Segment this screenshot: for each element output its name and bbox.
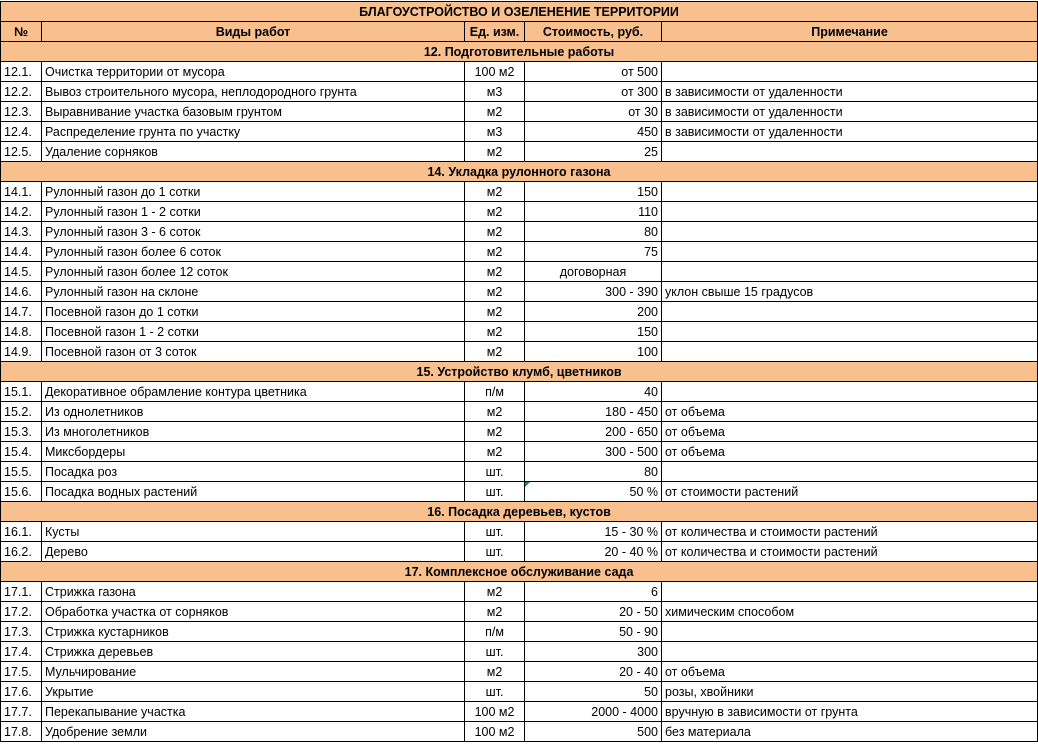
- row-price: от 300: [525, 82, 662, 102]
- row-number: 17.6.: [1, 682, 42, 702]
- column-header-row: [1, 22, 1038, 42]
- table-row: [1, 602, 1038, 622]
- price-table: [0, 1, 1038, 742]
- section-title: 16. Посадка деревьев, кустов: [1, 502, 1038, 522]
- table-row: [1, 402, 1038, 422]
- table-row: [1, 702, 1038, 722]
- section-row: [1, 42, 1038, 62]
- row-price: 180 - 450: [525, 402, 662, 422]
- row-work: Распределение грунта по участку: [42, 122, 465, 142]
- row-number: 15.6.: [1, 482, 42, 502]
- section-title: 17. Комплексное обслуживание сада: [1, 562, 1038, 582]
- row-price: 300 - 390: [525, 282, 662, 302]
- row-unit: м2: [465, 182, 525, 202]
- column-header-note: Примечание: [662, 22, 1038, 42]
- row-unit: 100 м2: [465, 722, 525, 742]
- row-price: 450: [525, 122, 662, 142]
- row-note: [662, 382, 1038, 402]
- row-number: 12.4.: [1, 122, 42, 142]
- column-header-price: Стоимость, руб.: [525, 22, 662, 42]
- row-price: 150: [525, 322, 662, 342]
- row-price: 200: [525, 302, 662, 322]
- row-unit: м2: [465, 342, 525, 362]
- row-work: Посадка водных растений: [42, 482, 465, 502]
- row-price: 20 - 40: [525, 662, 662, 682]
- row-note: [662, 322, 1038, 342]
- row-number: 12.2.: [1, 82, 42, 102]
- row-number: 17.8.: [1, 722, 42, 742]
- row-unit: м3: [465, 122, 525, 142]
- row-work: Рулонный газон 1 - 2 сотки: [42, 202, 465, 222]
- row-number: 16.2.: [1, 542, 42, 562]
- row-unit: м2: [465, 202, 525, 222]
- row-note: [662, 622, 1038, 642]
- table-row: [1, 102, 1038, 122]
- row-unit: м3: [465, 82, 525, 102]
- table-row: [1, 202, 1038, 222]
- row-note: розы, хвойники: [662, 682, 1038, 702]
- row-price: 150: [525, 182, 662, 202]
- row-unit: м2: [465, 222, 525, 242]
- row-note: [662, 642, 1038, 662]
- row-note: от объема: [662, 422, 1038, 442]
- row-work: Миксбордеры: [42, 442, 465, 462]
- row-note: от количества и стоимости растений: [662, 542, 1038, 562]
- row-price: 80: [525, 462, 662, 482]
- row-unit: м2: [465, 662, 525, 682]
- table-row: [1, 342, 1038, 362]
- row-number: 14.5.: [1, 262, 42, 282]
- row-number: 14.1.: [1, 182, 42, 202]
- row-work: Мульчирование: [42, 662, 465, 682]
- row-price: от 500: [525, 62, 662, 82]
- row-work: Посевной газон от 3 соток: [42, 342, 465, 362]
- row-note: в зависимости от удаленности: [662, 102, 1038, 122]
- row-unit: шт.: [465, 462, 525, 482]
- section-row: [1, 502, 1038, 522]
- row-work: Рулонный газон более 6 соток: [42, 242, 465, 262]
- row-work: Обработка участка от сорняков: [42, 602, 465, 622]
- row-price: 20 - 40 %: [525, 542, 662, 562]
- row-unit: шт.: [465, 682, 525, 702]
- row-work: Очистка территории от мусора: [42, 62, 465, 82]
- row-note: без материала: [662, 722, 1038, 742]
- row-number: 16.1.: [1, 522, 42, 542]
- row-note: [662, 582, 1038, 602]
- row-number: 15.3.: [1, 422, 42, 442]
- row-unit: м2: [465, 322, 525, 342]
- row-price: 40: [525, 382, 662, 402]
- table-row: [1, 182, 1038, 202]
- row-unit: 100 м2: [465, 702, 525, 722]
- row-note: уклон свыше 15 градусов: [662, 282, 1038, 302]
- table-row: [1, 682, 1038, 702]
- row-unit: м2: [465, 602, 525, 622]
- row-work: Стрижка кустарников: [42, 622, 465, 642]
- row-price: от 30: [525, 102, 662, 122]
- row-number: 14.9.: [1, 342, 42, 362]
- table-row: [1, 642, 1038, 662]
- row-price: договорная: [525, 262, 662, 282]
- table-row: [1, 622, 1038, 642]
- row-work: Удаление сорняков: [42, 142, 465, 162]
- row-work: Стрижка деревьев: [42, 642, 465, 662]
- row-number: 12.3.: [1, 102, 42, 122]
- table-body: [1, 42, 1038, 742]
- table-row: [1, 242, 1038, 262]
- section-title: 12. Подготовительные работы: [1, 42, 1038, 62]
- row-note: [662, 202, 1038, 222]
- row-number: 15.4.: [1, 442, 42, 462]
- row-note: [662, 222, 1038, 242]
- row-price: 300: [525, 642, 662, 662]
- table-row: [1, 442, 1038, 462]
- row-price: 50: [525, 682, 662, 702]
- section-row: [1, 362, 1038, 382]
- row-work: Перекапывание участка: [42, 702, 465, 722]
- section-title: 14. Укладка рулонного газона: [1, 162, 1038, 182]
- row-work: Вывоз строительного мусора, неплодородного грунта: [42, 82, 465, 102]
- row-number: 14.3.: [1, 222, 42, 242]
- row-unit: м2: [465, 582, 525, 602]
- row-work: Выравнивание участка базовым грунтом: [42, 102, 465, 122]
- row-note: от объема: [662, 662, 1038, 682]
- table-row: [1, 142, 1038, 162]
- table-row: [1, 82, 1038, 102]
- row-unit: м2: [465, 402, 525, 422]
- row-unit: м2: [465, 142, 525, 162]
- row-unit: м2: [465, 102, 525, 122]
- row-unit: шт.: [465, 642, 525, 662]
- row-note: [662, 242, 1038, 262]
- row-unit: п/м: [465, 382, 525, 402]
- row-number: 17.3.: [1, 622, 42, 642]
- row-price: 6: [525, 582, 662, 602]
- row-price: 20 - 50: [525, 602, 662, 622]
- row-work: Рулонный газон до 1 сотки: [42, 182, 465, 202]
- row-price: 50 %: [525, 482, 662, 502]
- row-number: 12.5.: [1, 142, 42, 162]
- row-work: Декоративное обрамление контура цветника: [42, 382, 465, 402]
- row-unit: м2: [465, 422, 525, 442]
- row-number: 17.7.: [1, 702, 42, 722]
- row-work: Из однолетников: [42, 402, 465, 422]
- row-unit: шт.: [465, 542, 525, 562]
- table-row: [1, 482, 1038, 502]
- row-number: 14.7.: [1, 302, 42, 322]
- table-row: [1, 382, 1038, 402]
- row-number: 12.1.: [1, 62, 42, 82]
- table-row: [1, 542, 1038, 562]
- row-note: от объема: [662, 442, 1038, 462]
- row-price: 2000 - 4000: [525, 702, 662, 722]
- row-price: 15 - 30 %: [525, 522, 662, 542]
- row-work: Стрижка газона: [42, 582, 465, 602]
- row-number: 15.2.: [1, 402, 42, 422]
- table-row: [1, 282, 1038, 302]
- section-title: 15. Устройство клумб, цветников: [1, 362, 1038, 382]
- table-row: [1, 302, 1038, 322]
- row-work: Укрытие: [42, 682, 465, 702]
- row-price: 50 - 90: [525, 622, 662, 642]
- row-price: 80: [525, 222, 662, 242]
- row-work: Удобрение земли: [42, 722, 465, 742]
- row-note: [662, 142, 1038, 162]
- row-work: Рулонный газон более 12 соток: [42, 262, 465, 282]
- row-number: 14.2.: [1, 202, 42, 222]
- row-unit: м2: [465, 302, 525, 322]
- table-row: [1, 662, 1038, 682]
- table-row: [1, 582, 1038, 602]
- row-unit: м2: [465, 282, 525, 302]
- column-header-num: №: [1, 22, 42, 42]
- row-number: 14.4.: [1, 242, 42, 262]
- table-row: [1, 262, 1038, 282]
- row-number: 17.2.: [1, 602, 42, 622]
- row-unit: шт.: [465, 482, 525, 502]
- row-unit: шт.: [465, 522, 525, 542]
- row-note: [662, 262, 1038, 282]
- row-note: от количества и стоимости растений: [662, 522, 1038, 542]
- column-header-unit: Ед. изм.: [465, 22, 525, 42]
- row-number: 15.1.: [1, 382, 42, 402]
- row-note: [662, 342, 1038, 362]
- section-row: [1, 562, 1038, 582]
- table-title-row: [1, 2, 1038, 22]
- section-row: [1, 162, 1038, 182]
- row-number: 14.8.: [1, 322, 42, 342]
- row-unit: м2: [465, 442, 525, 462]
- row-work: Дерево: [42, 542, 465, 562]
- table-row: [1, 62, 1038, 82]
- row-number: 17.5.: [1, 662, 42, 682]
- row-price: 25: [525, 142, 662, 162]
- row-number: 15.5.: [1, 462, 42, 482]
- row-work: Посадка роз: [42, 462, 465, 482]
- row-number: 14.6.: [1, 282, 42, 302]
- row-note: [662, 62, 1038, 82]
- table-row: [1, 722, 1038, 742]
- row-work: Рулонный газон на склоне: [42, 282, 465, 302]
- table-row: [1, 122, 1038, 142]
- row-work: Посевной газон 1 - 2 сотки: [42, 322, 465, 342]
- row-number: 17.4.: [1, 642, 42, 662]
- row-price: 200 - 650: [525, 422, 662, 442]
- row-note: вручную в зависимости от грунта: [662, 702, 1038, 722]
- row-work: Посевной газон до 1 сотки: [42, 302, 465, 322]
- row-note: [662, 182, 1038, 202]
- row-unit: п/м: [465, 622, 525, 642]
- row-note: химическим способом: [662, 602, 1038, 622]
- row-number: 17.1.: [1, 582, 42, 602]
- row-price: 110: [525, 202, 662, 222]
- row-price: 500: [525, 722, 662, 742]
- row-work: Из многолетников: [42, 422, 465, 442]
- row-work: Кусты: [42, 522, 465, 542]
- table-row: [1, 322, 1038, 342]
- row-work: Рулонный газон 3 - 6 соток: [42, 222, 465, 242]
- row-price: 75: [525, 242, 662, 262]
- table-row: [1, 422, 1038, 442]
- table-row: [1, 522, 1038, 542]
- table-row: [1, 462, 1038, 482]
- row-note: от стоимости растений: [662, 482, 1038, 502]
- row-note: [662, 302, 1038, 322]
- row-unit: м2: [465, 242, 525, 262]
- row-note: в зависимости от удаленности: [662, 82, 1038, 102]
- row-unit: 100 м2: [465, 62, 525, 82]
- row-unit: м2: [465, 262, 525, 282]
- table-title: БЛАГОУСТРОЙСТВО И ОЗЕЛЕНЕНИЕ ТЕРРИТОРИИ: [1, 2, 1038, 22]
- row-price: 100: [525, 342, 662, 362]
- row-note: в зависимости от удаленности: [662, 122, 1038, 142]
- row-note: [662, 462, 1038, 482]
- column-header-work: Виды работ: [42, 22, 465, 42]
- row-note: от объема: [662, 402, 1038, 422]
- table-row: [1, 222, 1038, 242]
- row-price: 300 - 500: [525, 442, 662, 462]
